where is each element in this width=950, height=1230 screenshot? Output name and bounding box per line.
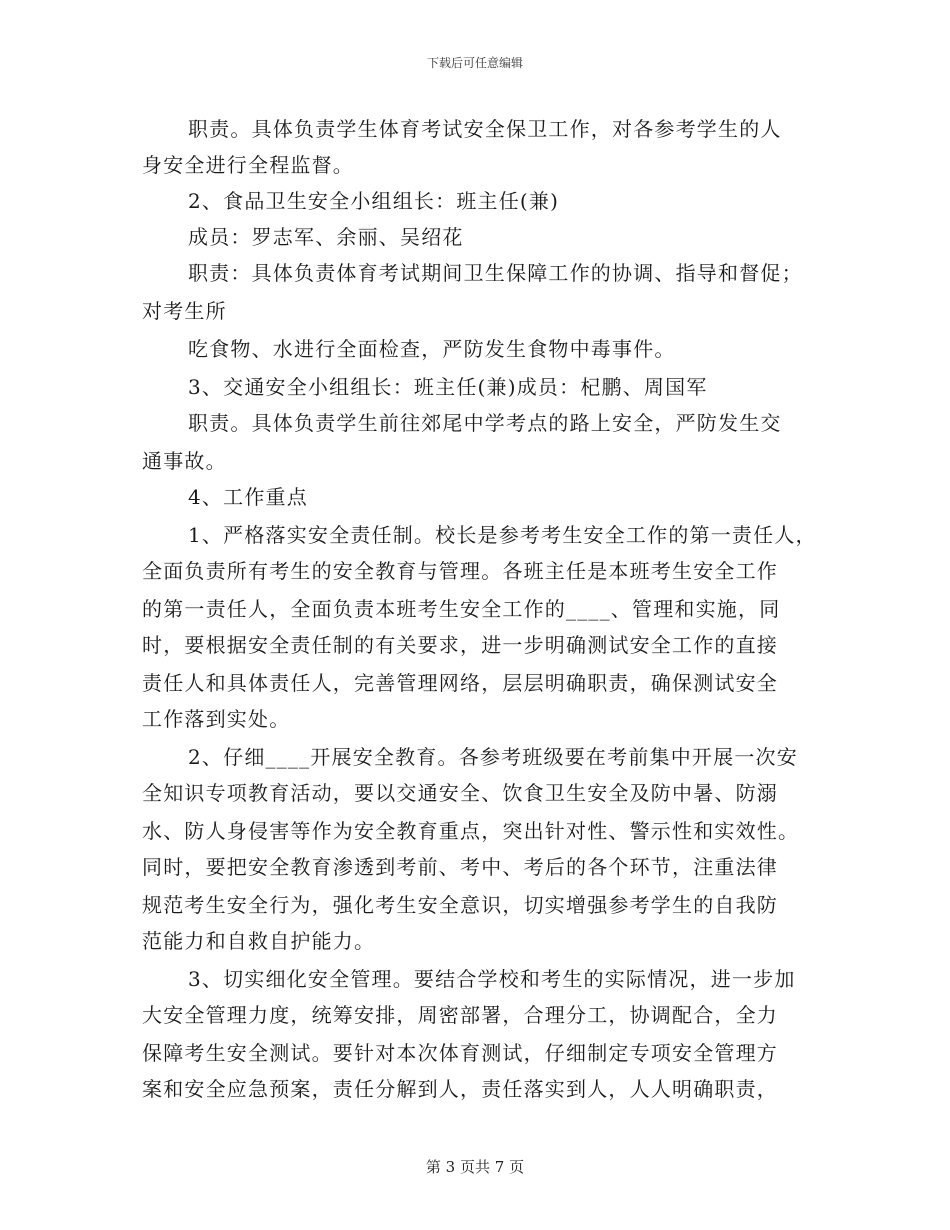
text-line: 4、工作重点 (188, 485, 308, 509)
text-line: 对考生所 (142, 299, 227, 323)
text-line: 责任人和具体责任人，完善管理网络，层层明确职责，确保测试安全 (142, 671, 778, 695)
text-line: 工作落到实处。 (142, 707, 291, 731)
text-line: 吃食物、水进行全面检查，严防发生食物中毒事件。 (188, 337, 676, 361)
text-line: 1、严格落实安全责任制。校长是参考考生安全工作的第一责任人， (188, 523, 817, 547)
text-line: 规范考生安全行为，强化考生安全意识，切实增强参考学生的自我防 (142, 893, 778, 917)
text-line: 2、食品卫生安全小组组长：班主任(兼) (188, 189, 560, 213)
text-line: 时，要根据安全责任制的有关要求，进一步明确测试安全工作的直接 (142, 633, 778, 657)
text-line: 职责。具体负责学生前往郊尾中学考点的路上安全，严防发生交 (188, 411, 782, 435)
text-line: 案和安全应急预案，责任分解到人，责任落实到人，人人明确职责， (142, 1077, 778, 1101)
text-line: 通事故。 (142, 449, 227, 473)
page-number: 第 3 页共 7 页 (425, 1158, 525, 1176)
text-line: 全面负责所有考生的安全教育与管理。各班主任是本班考生安全工作 (142, 559, 778, 583)
text-line: 3、切实细化安全管理。要结合学校和考生的实际情况，进一步加 (188, 967, 796, 991)
text-line: 同时，要把安全教育渗透到考前、考中、考后的各个环节，注重法律 (142, 855, 778, 879)
text-line: 范能力和自救自护能力。 (142, 929, 376, 953)
text-line: 水、防人身侵害等作为安全教育重点，突出针对性、警示性和实效性。 (142, 819, 800, 843)
text-line: 职责。具体负责学生体育考试安全保卫工作，对各参考学生的人 (188, 117, 782, 141)
page-header: 下载后可任意编辑 (426, 56, 523, 70)
text-line: 3、交通安全小组组长：班主任(兼)成员：杞鹏、周国军 (188, 375, 708, 399)
text-line: 2、仔细____开展安全教育。各参考班级要在考前集中开展一次安 (188, 745, 798, 769)
text-line: 职责：具体负责体育考试期间卫生保障工作的协调、指导和督促； (188, 261, 803, 285)
text-line: 成员：罗志军、余丽、吴绍花 (188, 225, 464, 249)
text-line: 保障考生安全测试。要针对本次体育测试，仔细制定专项安全管理方 (142, 1041, 778, 1065)
text-line: 大安全管理力度，统筹安排，周密部署，合理分工，协调配合，全力 (142, 1003, 778, 1027)
text-line: 的第一责任人，全面负责本班考生安全工作的____、管理和实施，同 (142, 597, 781, 621)
text-line: 全知识专项教育活动，要以交通安全、饮食卫生安全及防中暑、防溺 (142, 781, 778, 805)
text-line: 身安全进行全程监督。 (142, 153, 354, 177)
